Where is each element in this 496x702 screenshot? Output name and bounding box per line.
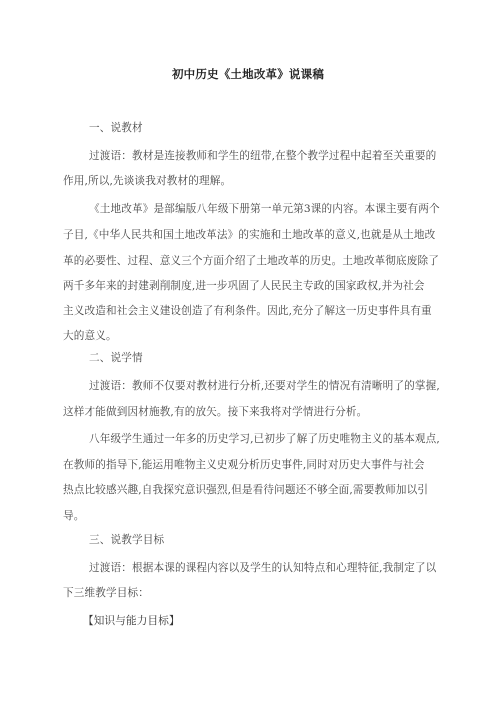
paragraph-line: 过渡语：教师不仅要对教材进行分析,还要对学生的情况有清晰明了的掌握, xyxy=(89,380,440,392)
document-title: 初中历史《土地改革》说课稿 xyxy=(171,67,325,81)
paragraph-line: 两千多年来的封建剥削制度,进一步巩固了人民民主专政的国家政权,并为社会 xyxy=(63,280,425,292)
section-heading-3: 三、说教学目标 xyxy=(89,534,165,546)
paragraph-line: 革的必要性、过程、意义三个方面介绍了土地改革的历史。土地改革彻底废除了 xyxy=(63,255,440,267)
paragraph-line: 八年级学生通过一年多的历史学习,已初步了解了历史唯物主义的基本观点, xyxy=(89,433,440,445)
paragraph-line: 导。 xyxy=(63,510,85,522)
section-heading-1: 一、说教材 xyxy=(89,122,143,134)
paragraph-line: 在教师的指导下,能运用唯物主义史观分析历史事件,同时对历史大事件与社会 xyxy=(63,459,425,471)
subsection-heading: 【知识与能力目标】 xyxy=(83,615,180,627)
paragraph-line: 大的意义。 xyxy=(63,330,117,342)
paragraph-line: 这样才能做到因材施教,有的放矢。接下来我将对学情进行分析。 xyxy=(63,406,368,418)
paragraph-line: 热点比较感兴趣,自我探究意识强烈,但是看待问题还不够全面,需要教师加以引 xyxy=(63,484,429,496)
section-heading-2: 二、说学情 xyxy=(89,352,143,364)
paragraph-line: 主义改造和社会主义建设创造了有利条件。因此,充分了解这一历史事件具有重 xyxy=(63,305,432,317)
paragraph-line: 子目,《中华人民共和国土地改革法》的实施和土地改革的意义,也就是从土地改 xyxy=(63,229,436,241)
paragraph-line: 过渡语：教材是连接教师和学生的纽带,在整个教学过程中起着至关重要的 xyxy=(89,150,437,162)
paragraph-line: 作用,所以,先谈谈我对教材的理解。 xyxy=(63,175,232,187)
paragraph-line: 《土地改革》是部编版八年级下册第一单元第3课的内容。本课主要有两个 xyxy=(89,203,440,215)
paragraph-line: 下三维教学目标： xyxy=(63,587,149,599)
paragraph-line: 过渡语：根据本课的课程内容以及学生的认知特点和心理特征,我制定了以 xyxy=(89,562,437,574)
